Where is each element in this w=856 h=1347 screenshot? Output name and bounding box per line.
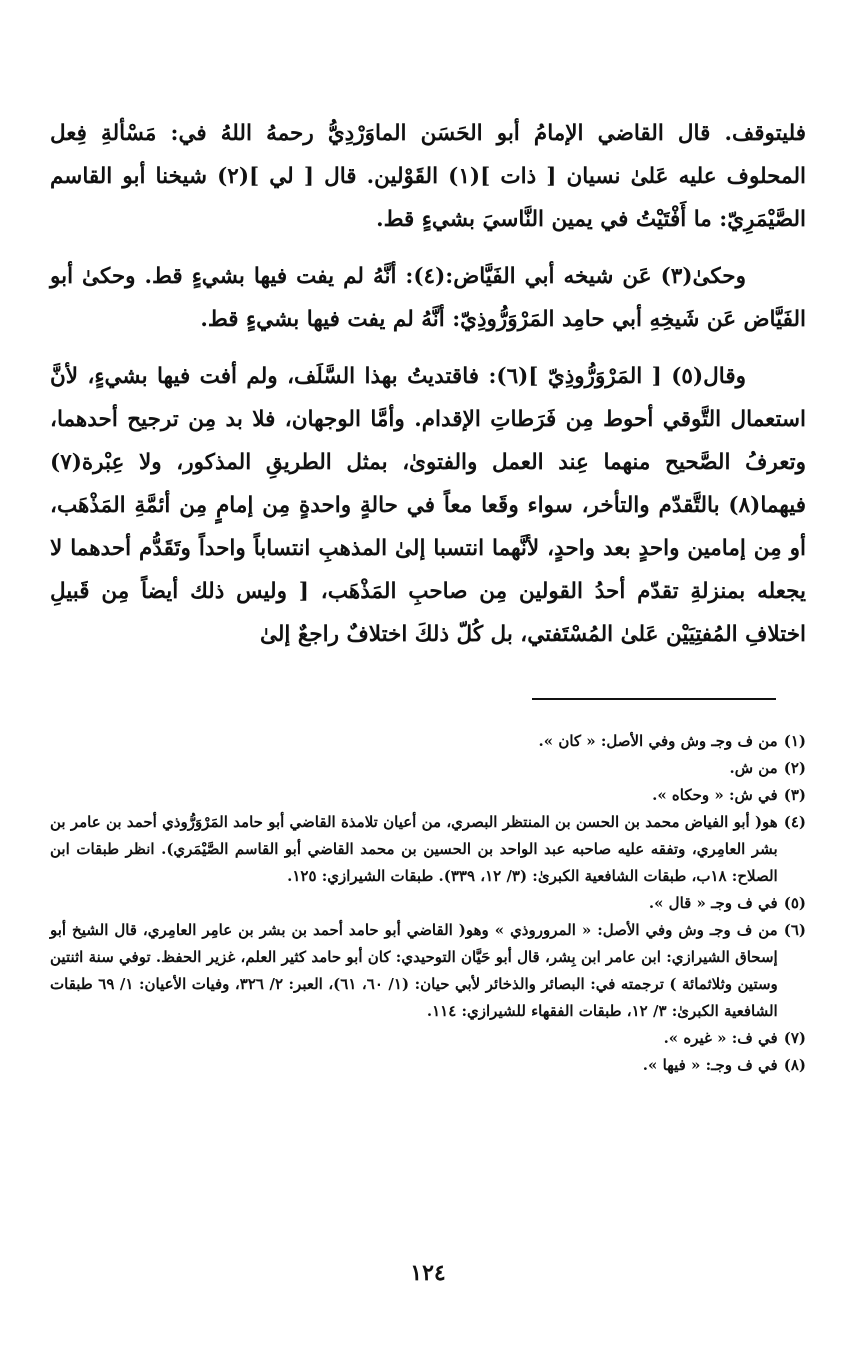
footnote-number: (٦) xyxy=(783,921,806,939)
footnote-text: هو( أبو الفياض محمد بن الحسن بن المنتظر البصري، من أعيان تلامذة القاضي أبو حامد المَرْوَرُّوذي أحمد بن عامر بن بشر العامِري، وتفقه عليه صاحبه عبد الواحد بن الحسين بن محمد القاضي أبو القاسم الصَّيْمَري). انظر طبقات ابن الصلاح: ١٨ب، طبقات الشافعية الكبرىٰ: (٣/ ١٢، ٣٣٩). طبقات الشيرازي: ١٢٥. xyxy=(50,813,778,885)
main-text-block xyxy=(50,112,806,670)
paragraph-2: وحكىٰ(٣) عَن شيخه أبي الفَيَّاض:(٤): أنَّهُ لم يفت فيها بشيءٍ قط. وحكىٰ أبو الفَيَّاض عَن شَيخِهِ أبي حامِد المَرْوَرُّوذِيّ: أنَّهُ لم يفت فيها بشيءٍ قط. xyxy=(50,264,806,332)
footnote-separator xyxy=(532,698,776,700)
footnote-number: (٢) xyxy=(783,759,806,777)
footnote-text: من ش. xyxy=(729,759,778,777)
footnote-4 xyxy=(50,809,806,890)
footnote-6 xyxy=(50,917,806,1025)
footnote-number: (٨) xyxy=(783,1056,806,1074)
footnotes-block xyxy=(50,728,806,1079)
footnote-number: (٥) xyxy=(783,894,806,912)
footnote-number: (١) xyxy=(783,732,806,750)
footnote-3 xyxy=(50,782,806,809)
footnote-text: في ف وجـ: « فيها ». xyxy=(642,1056,778,1074)
footnote-1 xyxy=(50,728,806,755)
footnote-text: في ش: « وحكاه ». xyxy=(652,786,778,804)
page-number: ١٢٤ xyxy=(410,1260,446,1286)
paragraph-3: وقال(٥) [ المَرْوَرُّوذِيّ ](٦): فاقتديتُ بهذا السَّلَف، ولم أفت فيها بشيءٍ، لأنَّ استعمال التَّوقي أحوط مِن فَرَطاتِ الإقدام. وأمَّا الوجهان، فلا بد مِن ترجيح أحدهما، وتعرفُ الصَّحيح منهما عِند العمل والفتوىٰ، بمثل الطريقِ المذكور، ولا عِبْرة(٧) فيهما(٨) بالتَّقدّم والتأخر، سواء وقَعا معاً في حالةٍ واحدةٍ مِن إمامٍ مِن أئمَّةِ المَذْهَب، أو مِن إمامين واحدٍ بعد واحدٍ، لأنَّهما انتسبا إلىٰ المذهبِ انتساباً واحداً وتَقَدُّم أحدهما لا يجعله بمنزلةِ تقدّم أحدُ القولين مِن صاحبِ المَذْهَب، [ وليس ذلك أيضاً مِن قَبيلِ اختلافِ المُفتِيَيْن عَلىٰ المُسْتَفتي، بل كُلّ ذلكَ اختلافٌ راجعٌ إلىٰ xyxy=(50,364,806,647)
footnote-2 xyxy=(50,755,806,782)
footnote-number: (٤) xyxy=(783,813,806,831)
footnote-text: في ف: « غيره ». xyxy=(663,1029,778,1047)
footnote-text: في ف وجـ « قال ». xyxy=(648,894,778,912)
footnote-8 xyxy=(50,1052,806,1079)
footnote-number: (٣) xyxy=(783,786,806,804)
footnote-7 xyxy=(50,1025,806,1052)
footnote-number: (٧) xyxy=(783,1029,806,1047)
footnote-5 xyxy=(50,890,806,917)
footnote-text: من ف وجـ وش وفي الأصل: « المروروذي » وهو( القاضي أبو حامد أحمد بن بشر بن عامِر العامِري، قال الشيخ أبو إسحاق الشيرازي: ابن عامر ابن بِشر، قال أبو حَيَّان التوحيدي: كان أبو حامد كثير العلم، غزير الحفظ. توفي سنة اثنتين وستين وثلاثمائة ) ترجمته في: البصائر والذخائر لأبي حيان: (١/ ٦٠، ٦١)، العبر: ٢/ ٣٢٦، وفيات الأعيان: ١/ ٦٩ طبقات الشافعية الكبرىٰ: ٣/ ١٢، طبقات الفقهاء للشيرازي: ١١٤. xyxy=(50,921,778,1020)
footnote-text: من ف وجـ وش وفي الأصل: « كان ». xyxy=(538,732,778,750)
paragraph-1: فليتوقف. قال القاضي الإمامُ أبو الحَسَن الماوَرْدِيُّ رحمهُ اللهُ في: مَسْألةِ فِعل المحلوف عليه عَلىٰ نسيان [ ذات ](١) القَوْلين. قال [ لي ](٢) شيخنا أبو القاسم الصَّيْمَرِيّ: ما أَفْتَيْتُ في يمين النَّاسيَ بشيءٍ قط. xyxy=(50,121,806,232)
